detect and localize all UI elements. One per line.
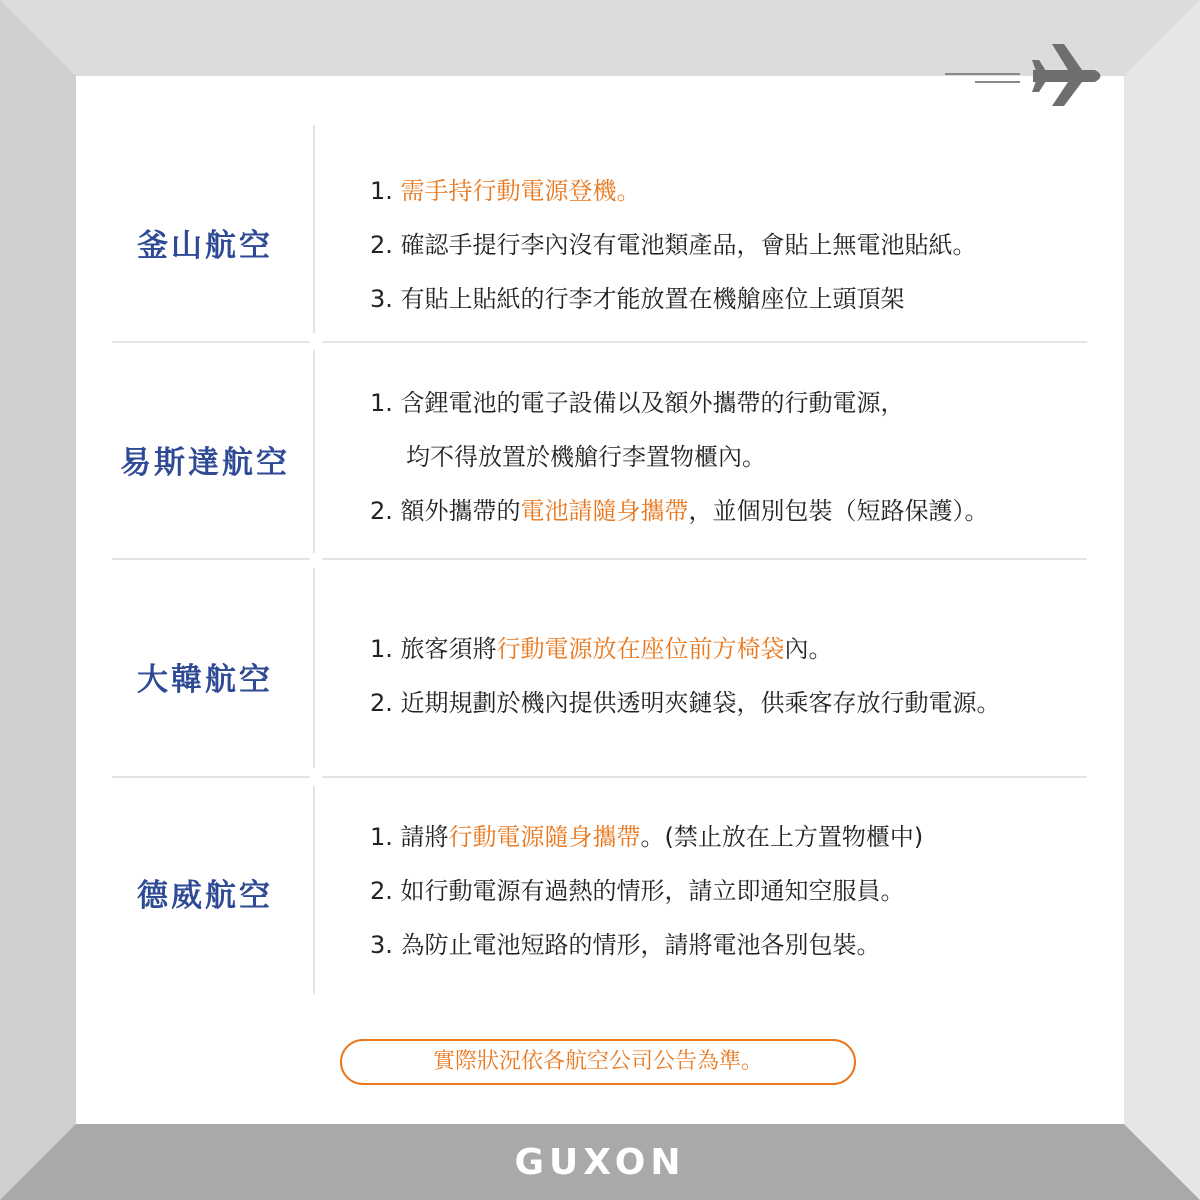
airline-name: 大韓航空: [137, 662, 273, 698]
rule-item: [370, 484, 1090, 538]
rule-item: [370, 376, 1090, 430]
rule-item: [370, 164, 1090, 218]
rule-item: [370, 430, 1090, 484]
rule-text: 2. 近期規劃於機內提供透明夾鏈袋，供乘客存放行動電源。: [370, 689, 1001, 717]
rule-text: 1. 含鋰電池的電子設備以及額外攜帶的行動電源，: [370, 389, 905, 417]
column-divider: [313, 350, 315, 553]
rule-text: 2. 額外攜帶的: [370, 497, 521, 525]
rule-item: [370, 810, 1090, 864]
airline-name: 釜山航空: [137, 228, 273, 264]
rule-item: [370, 918, 1090, 972]
row-divider: [112, 558, 310, 560]
airline-name: 易斯達航空: [120, 445, 290, 481]
rule-text: 2. 如行動電源有過熱的情形，請立即通知空服員。: [370, 877, 905, 905]
highlighted-text: 需手持行動電源登機。: [400, 177, 641, 205]
rule-list: [370, 622, 1090, 730]
highlighted-text: 行動電源隨身攜帶: [448, 823, 641, 851]
rule-text: 3. 為防止電池短路的情形，請將電池各別包裝。: [370, 931, 881, 959]
rule-text: 內。: [784, 635, 833, 663]
rule-list: [370, 164, 1090, 326]
row-divider: [322, 341, 1087, 343]
plane-graphic: [940, 40, 1110, 115]
row-divider: [112, 776, 310, 778]
column-divider: [313, 786, 315, 994]
rule-item: [370, 864, 1090, 918]
rule-item: [370, 218, 1090, 272]
airline-name: 德威航空: [137, 878, 273, 914]
rule-item: [370, 676, 1090, 730]
rule-text: 1.: [370, 177, 401, 205]
brand-logo: GUXON: [514, 1142, 686, 1183]
rule-text: 3. 有貼上貼紙的行李才能放置在機艙座位上頭頂架: [370, 285, 905, 313]
highlighted-text: 電池請隨身攜帶: [520, 497, 689, 525]
rule-list: [370, 376, 1090, 538]
disclaimer-note: 實際狀況依各航空公司公告為準。: [340, 1039, 856, 1085]
rule-list: [370, 810, 1090, 972]
column-divider: [313, 125, 315, 333]
column-divider: [313, 568, 315, 768]
rule-text: 。(禁止放在上方置物櫃中): [640, 823, 924, 851]
row-divider: [112, 341, 310, 343]
row-divider: [322, 776, 1087, 778]
rule-item: [370, 622, 1090, 676]
rule-text: ，並個別包裝（短路保護）。: [688, 497, 989, 525]
rule-text: 均不得放置於機艙行李置物櫃內。: [406, 443, 766, 471]
rule-text: 2. 確認手提行李內沒有電池類產品，會貼上無電池貼紙。: [370, 231, 977, 259]
row-divider: [322, 558, 1087, 560]
highlighted-text: 行動電源放在座位前方椅袋: [496, 635, 785, 663]
rule-item: [370, 272, 1090, 326]
rule-text: 1. 旅客須將: [370, 635, 497, 663]
rule-text: 1. 請將: [370, 823, 449, 851]
